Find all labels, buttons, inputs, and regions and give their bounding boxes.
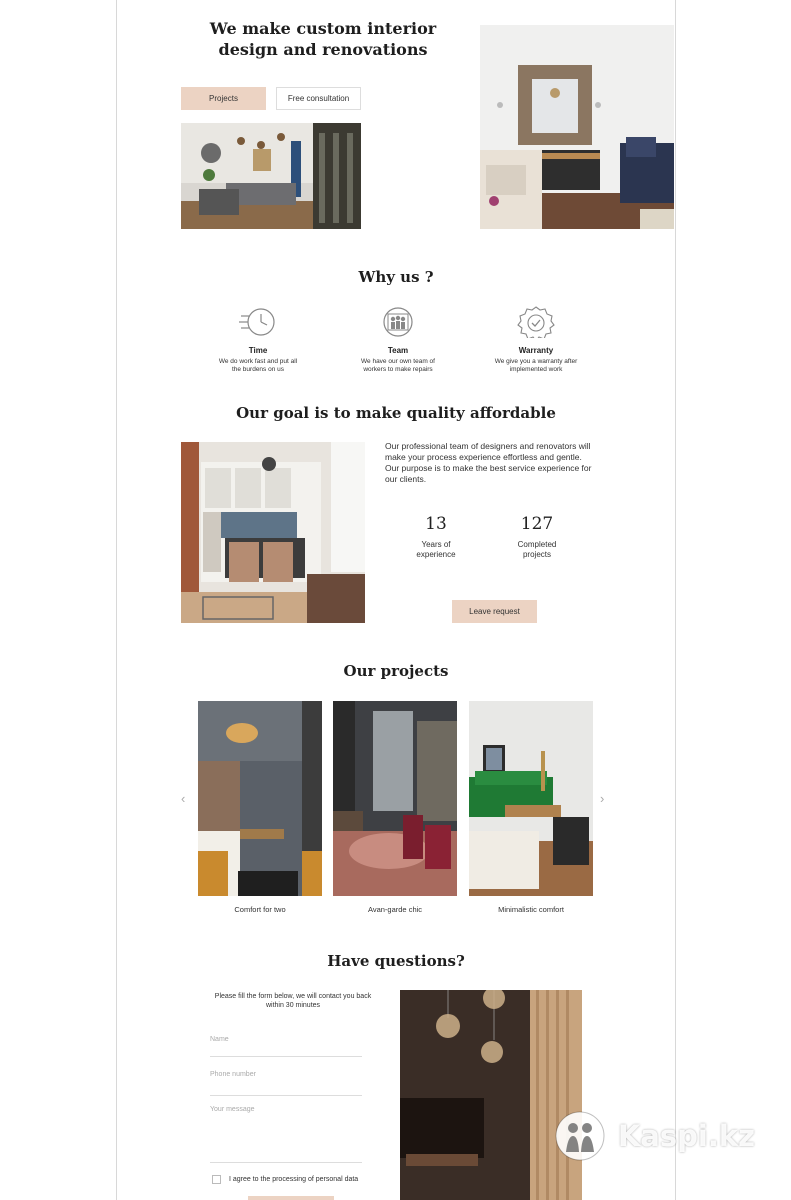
projects-button[interactable]: Projects: [181, 87, 266, 110]
message-textarea[interactable]: Your message: [210, 1102, 362, 1163]
goal-paragraph: Our purpose is to make the best service experience for our clients.: [385, 463, 592, 484]
phone-input[interactable]: Phone number: [210, 1067, 362, 1096]
stat-number: 13: [425, 514, 447, 534]
left-border: [116, 0, 117, 1200]
goal-paragraph: Our professional team of designers and renovators will make your process experience effortless and gentle.: [385, 441, 591, 462]
warranty-badge-icon: [517, 306, 555, 338]
project-caption: Minimalistic comfort: [498, 905, 564, 914]
leave-request-button[interactable]: Leave request: [452, 600, 537, 623]
name-input[interactable]: Name: [210, 1032, 362, 1057]
goal-title: Our goal is to make quality affordable: [236, 404, 556, 422]
team-icon: [379, 306, 417, 338]
hero-sofa-mirror-photo: [480, 25, 674, 229]
feature-warranty: [494, 306, 578, 374]
stat-projects: [504, 514, 570, 560]
stat-number: 127: [520, 514, 554, 534]
form-note: Please fill the form below, we will contact you back within 30 minutes: [214, 993, 372, 1009]
carousel-next-icon[interactable]: ›: [600, 791, 605, 806]
kaspi-watermark: [554, 1110, 755, 1162]
project-photo-minimalistic[interactable]: [469, 701, 593, 896]
carousel-prev-icon[interactable]: ‹: [181, 791, 186, 806]
landing-page: [118, 0, 674, 1200]
hero-title: We make custom interior design and renovations: [209, 19, 437, 59]
why-us-title: Why us ?: [358, 268, 434, 286]
contact-title: Have questions?: [327, 952, 465, 970]
projects-title: Our projects: [343, 662, 449, 680]
feature-team: [356, 306, 440, 374]
feature-desc: We have our own team of workers to make repairs: [361, 358, 435, 373]
project-photo-comfort[interactable]: [198, 701, 322, 896]
kaspi-logo-icon: [554, 1110, 606, 1162]
submit-button[interactable]: [248, 1196, 334, 1200]
feature-title: Warranty: [518, 346, 554, 355]
stat-label: Completed projects: [517, 540, 557, 559]
goal-text: [385, 441, 600, 485]
project-caption: Avan-garde chic: [367, 905, 423, 914]
free-consultation-button[interactable]: Free consultation: [276, 87, 361, 110]
feature-time: [218, 306, 298, 374]
project-photo-avangarde[interactable]: [333, 701, 457, 896]
agree-checkbox[interactable]: [212, 1175, 221, 1184]
hero-living-room-photo: [181, 123, 361, 229]
feature-desc: We do work fast and put all the burdens on us: [218, 358, 298, 373]
right-border: [675, 0, 676, 1200]
goal-kitchen-photo: [181, 442, 365, 623]
project-caption: Comfort for two: [234, 905, 286, 914]
watermark-text: Kaspi.kz: [617, 1119, 755, 1153]
stat-label: Years of experience: [416, 540, 456, 559]
agree-label: I agree to the processing of personal data: [229, 1176, 359, 1183]
stat-years: [404, 514, 468, 560]
feature-title: Team: [387, 346, 409, 355]
contact-fireplace-photo: [400, 990, 582, 1200]
clock-icon: [239, 306, 277, 338]
feature-title: Time: [248, 346, 268, 355]
feature-desc: We give you a warranty after implemented work: [494, 358, 578, 373]
